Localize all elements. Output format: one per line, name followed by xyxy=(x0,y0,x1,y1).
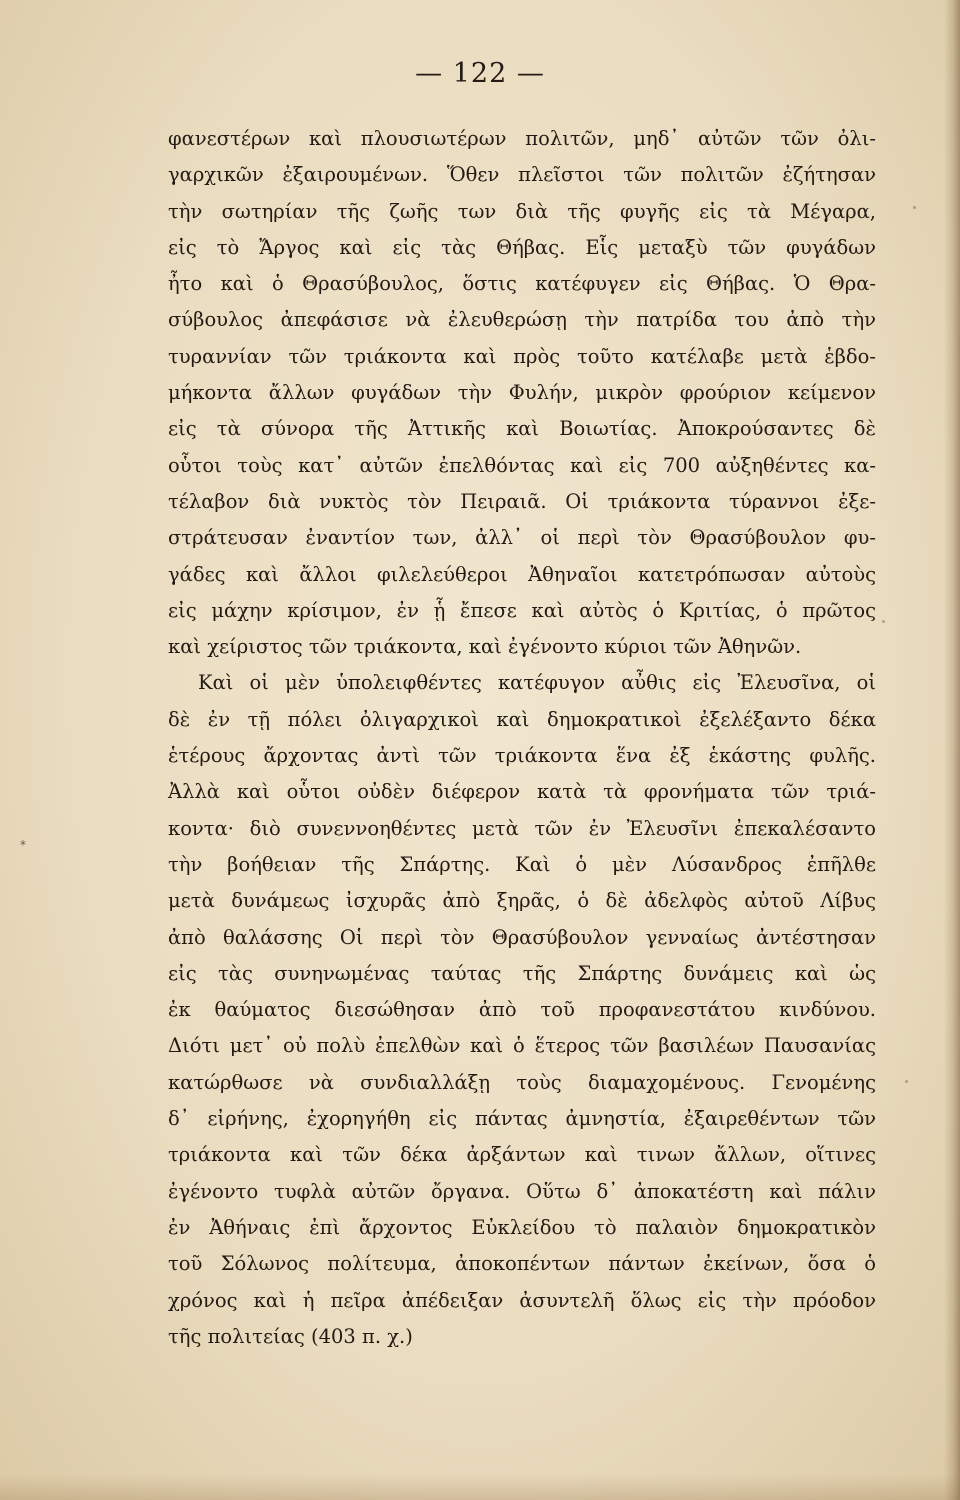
text-line: ἑτέρους ἄρχοντας ἀντὶ τῶν τριάκοντα ἕνα ἐξ ἑκάστης φυλῆς. xyxy=(168,744,876,768)
text-line: εἰς τὸ Ἄργος καὶ εἰς τὰς Θήβας. Εἷς μεταξὺ τῶν φυγάδων xyxy=(168,235,876,259)
text-line: τέλαβον διὰ νυκτὸς τὸν Πειραιᾶ. Οἱ τριάκοντα τύραννοι ἐξε- xyxy=(168,489,876,513)
text-line: μήκοντα ἄλλων φυγάδων τὴν Φυλήν, μικρὸν φρούριον κείμενον xyxy=(168,381,876,405)
paragraph-start-line: Καὶ οἱ μὲν ὑπολειφθέντες κατέφυγον αὖθις εἰς Ἐλευσῖνα, οἱ xyxy=(198,671,876,695)
text-line: σύβουλος ἀπεφάσισε νὰ ἐλευθερώσῃ τὴν πατρίδα του ἀπὸ τὴν xyxy=(168,308,876,332)
text-line: εἰς τὰς συνηνωμένας ταύτας τῆς Σπάρτης δυνάμεις καὶ ὡς xyxy=(168,961,876,985)
text-line: τριάκοντα καὶ τῶν δέκα ἀρξάντων καὶ τινων ἄλλων, οἵτινες xyxy=(168,1143,876,1167)
text-line: φανεστέρων καὶ πλουσιωτέρων πολιτῶν, μηδ᾽ αὐτῶν τῶν ὀλι- xyxy=(168,127,876,150)
page-edge-shadow xyxy=(944,0,960,1500)
text-line: γάδες καὶ ἄλλοι φιλελεύθεροι Ἀθηναῖοι κατετρόπωσαν αὐτοὺς xyxy=(168,562,876,586)
page-number: — 122 — xyxy=(415,58,545,89)
text-line: δ᾽ εἰρήνης, ἐχορηγήθη εἰς πάντας ἀμνηστία, ἐξαιρεθέντων τῶν xyxy=(168,1107,876,1131)
text-line: τῆς πολιτείας (403 π. χ.) xyxy=(168,1324,413,1348)
text-line: τὴν σωτηρίαν τῆς ζωῆς των διὰ τῆς φυγῆς εἰς τὰ Μέγαρα, xyxy=(168,199,876,223)
text-line: κοντα· διὸ συνεννοηθέντες μετὰ τῶν ἐν Ἐλευσῖνι ἐπεκαλέσαντο xyxy=(168,816,876,840)
text-line: στράτευσαν ἐναντίον των, ἀλλ᾽ οἱ περὶ τὸν Θρασύβουλον φυ- xyxy=(168,526,876,550)
text-line: τοῦ Σόλωνος πολίτευμα, ἀποκοπέντων πάντων ἐκείνων, ὅσα ὁ xyxy=(168,1252,876,1276)
text-line: καὶ χείριστος τῶν τριάκοντα, καὶ ἐγένοντο κύριοι τῶν Ἀθηνῶν. xyxy=(168,635,802,659)
paper-speck xyxy=(882,620,885,623)
text-line: δὲ ἐν τῇ πόλει ὀλιγαρχικοὶ καὶ δημοκρατικοὶ ἐξελέξαντο δέκα xyxy=(168,707,876,731)
text-line: εἰς μάχην κρίσιμον, ἐν ᾗ ἔπεσε καὶ αὐτὸς ὁ Κριτίας, ὁ πρῶτος xyxy=(168,598,876,622)
text-line: ἐν Ἀθήναις ἐπὶ ἄρχοντος Εὐκλείδου τὸ παλαιὸν δημοκρατικὸν xyxy=(168,1215,876,1239)
text-line: εἰς τὰ σύνορα τῆς Ἀττικῆς καὶ Βοιωτίας. Ἀποκρούσαντες δὲ xyxy=(168,417,876,441)
text-line: οὗτοι τοὺς κατ᾽ αὐτῶν ἐπελθόντας καὶ εἰς 700 αὐξηθέντες κα- xyxy=(168,453,876,477)
text-line: Ἀλλὰ καὶ οὗτοι οὐδὲν διέφερον κατὰ τὰ φρονήματα τῶν τριά- xyxy=(168,780,876,804)
text-line: γαρχικῶν ἐξαιρουμένων. Ὅθεν πλεῖστοι τῶν πολιτῶν ἐζήτησαν xyxy=(168,163,876,187)
text-line: ἀπὸ θαλάσσης Οἱ περὶ τὸν Θρασύβουλον γενναίως ἀντέστησαν xyxy=(168,925,876,949)
paper-speck xyxy=(905,1080,908,1083)
text-line: κατώρθωσε νὰ συνδιαλλάξῃ τοὺς διαμαχομένους. Γενομένης xyxy=(168,1070,876,1094)
text-line: χρόνος καὶ ἡ πεῖρα ἀπέδειξαν ἀσυντελῆ ὅλως εἰς τὴν πρόοδον xyxy=(168,1288,876,1312)
text-line: τυραννίαν τῶν τριάκοντα καὶ πρὸς τοῦτο κατέλαβε μετὰ ἑβδο- xyxy=(168,344,876,368)
text-line: ἦτο καὶ ὁ Θρασύβουλος, ὅστις κατέφυγεν εἰς Θήβας. Ὁ Θρα- xyxy=(168,272,876,296)
text-line: ἐγένοντο τυφλὰ αὐτῶν ὄργανα. Οὕτω δ᾽ ἀποκατέστη καὶ πάλιν xyxy=(168,1179,876,1203)
text-line: ἐκ θαύματος διεσώθησαν ἀπὸ τοῦ προφανεστάτου κινδύνου. xyxy=(168,998,876,1022)
margin-mark: * xyxy=(20,838,26,852)
text-line: Διότι μετ᾽ οὐ πολὺ ἐπελθὼν καὶ ὁ ἕτερος τῶν βασιλέων Παυσανίας xyxy=(168,1034,876,1058)
page-bottom-shadow xyxy=(0,1474,960,1500)
text-line: τὴν βοήθειαν τῆς Σπάρτης. Καὶ ὁ μὲν Λύσανδρος ἐπῆλθε xyxy=(168,852,876,876)
text-line: μετὰ δυνάμεως ἰσχυρᾶς ἀπὸ ξηρᾶς, ὁ δὲ ἀδελφὸς αὐτοῦ Λίβυς xyxy=(168,889,876,913)
paper-speck xyxy=(913,206,916,209)
body-text xyxy=(168,121,876,1355)
